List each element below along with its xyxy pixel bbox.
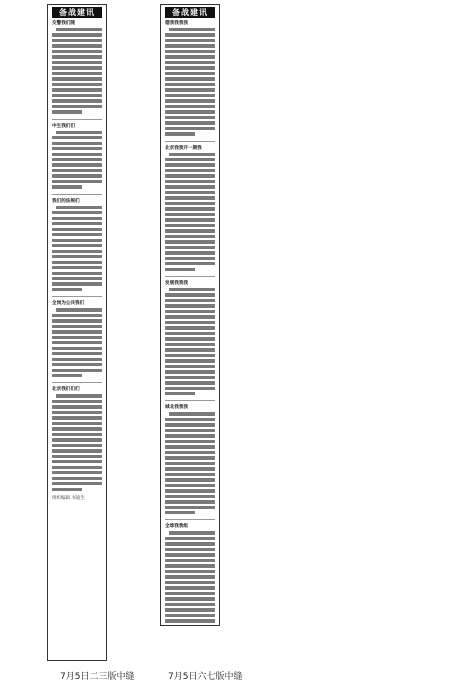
text-line (165, 542, 215, 545)
article-title: 城北我我我 (165, 405, 188, 411)
article (52, 199, 102, 292)
text-line (165, 337, 215, 340)
text-line (165, 251, 215, 254)
text-line (165, 299, 215, 302)
text-line (165, 127, 215, 130)
text-line (165, 365, 215, 368)
text-line (165, 511, 195, 514)
text-line (165, 625, 215, 626)
text-line (165, 586, 215, 589)
text-line (165, 315, 215, 318)
text-line (165, 262, 215, 265)
column-footer: 组织编辑 书迪生 (52, 495, 85, 501)
article-title: 全球我我组 (165, 524, 188, 530)
text-line (165, 185, 215, 188)
text-line (165, 33, 215, 36)
text-line (52, 460, 102, 463)
text-line (165, 619, 215, 622)
text-line (52, 55, 102, 58)
text-line (56, 308, 102, 311)
text-line (165, 321, 215, 324)
column-banner: 备战建讯 (52, 7, 102, 18)
text-line (165, 603, 215, 606)
text-line (56, 131, 102, 134)
text-line (52, 261, 102, 264)
text-line (52, 325, 102, 328)
text-line (52, 482, 102, 485)
text-line (52, 455, 102, 458)
text-line (165, 158, 215, 161)
column-left (47, 4, 107, 661)
text-line (165, 235, 215, 238)
article-title: 交警我们随 (52, 21, 75, 26)
text-line (165, 116, 215, 119)
text-line (52, 185, 82, 188)
text-line (165, 191, 215, 194)
text-line (165, 240, 215, 243)
text-line (165, 88, 215, 91)
text-line (52, 422, 102, 425)
article (52, 387, 102, 491)
article-divider (165, 519, 215, 520)
text-line (165, 213, 215, 216)
text-line (52, 158, 102, 161)
article-divider (165, 400, 215, 401)
article-title: 我们的法规们 (52, 198, 80, 204)
text-line (52, 352, 102, 355)
text-line (169, 153, 215, 156)
text-line (165, 484, 215, 487)
article-divider (165, 141, 215, 142)
text-line (165, 121, 215, 124)
text-line (52, 411, 102, 414)
text-line (52, 33, 102, 36)
text-line (165, 66, 215, 69)
text-line (165, 174, 215, 177)
text-line (52, 444, 102, 447)
text-line (165, 500, 215, 503)
text-line (165, 429, 215, 432)
text-line (52, 427, 102, 430)
text-line (165, 359, 215, 362)
text-line (56, 28, 102, 31)
text-line (165, 445, 215, 448)
article (52, 301, 102, 377)
text-line (165, 343, 215, 346)
text-line (52, 99, 102, 102)
text-line (52, 405, 102, 408)
text-line (165, 99, 215, 102)
article (165, 524, 215, 626)
text-line (52, 94, 102, 97)
caption-left: 7月5日二三版中缝 (60, 672, 135, 682)
text-line (165, 548, 215, 551)
text-line (165, 55, 215, 58)
text-line (52, 374, 82, 377)
text-line (52, 416, 102, 419)
text-line (52, 61, 102, 64)
text-line (165, 293, 215, 296)
article (165, 146, 215, 271)
article-list (165, 21, 215, 626)
text-line (165, 608, 215, 611)
text-line (165, 132, 195, 135)
text-line (165, 50, 215, 53)
text-line (165, 77, 215, 80)
text-line (52, 228, 102, 231)
article-title: 发展我我我 (165, 280, 188, 286)
column-right (160, 4, 220, 626)
text-line (165, 44, 215, 47)
text-line (52, 239, 102, 242)
article (165, 21, 215, 136)
text-line (52, 363, 102, 366)
text-line (165, 229, 215, 232)
text-line (52, 44, 102, 47)
text-line (52, 471, 102, 474)
text-line (165, 257, 215, 260)
text-line (52, 369, 102, 372)
text-line (52, 266, 102, 269)
text-line (52, 438, 102, 441)
text-line (52, 341, 102, 344)
text-line (52, 336, 102, 339)
text-line (165, 94, 215, 97)
text-line (165, 559, 215, 562)
text-line (52, 433, 102, 436)
text-line (52, 50, 102, 53)
text-line (165, 61, 215, 64)
text-line (165, 434, 215, 437)
text-line (165, 451, 215, 454)
text-line (165, 537, 215, 540)
text-line (165, 354, 215, 357)
text-line (52, 174, 102, 177)
text-line (169, 412, 215, 415)
text-line (52, 244, 102, 247)
article-divider (52, 382, 102, 383)
text-line (165, 381, 215, 384)
text-line (52, 110, 82, 113)
text-line (165, 423, 215, 426)
text-line (52, 163, 102, 166)
text-line (52, 477, 102, 480)
text-line (52, 136, 102, 139)
text-line (52, 153, 102, 156)
text-line (165, 592, 215, 595)
text-line (165, 553, 215, 556)
text-line (165, 180, 215, 183)
article (52, 21, 102, 114)
text-line (52, 319, 102, 322)
article-divider (52, 119, 102, 120)
column-banner: 备战建讯 (165, 7, 215, 18)
text-line (165, 570, 215, 573)
text-line (52, 449, 102, 452)
text-line (165, 478, 215, 481)
text-line (52, 233, 102, 236)
article (165, 281, 215, 396)
article-title: 北京我我开一期我 (165, 145, 202, 151)
text-line (52, 147, 102, 150)
text-line (169, 28, 215, 31)
text-line (52, 77, 102, 80)
caption-right: 7月5日六七版中缝 (168, 672, 243, 682)
text-line (56, 206, 102, 209)
text-line (56, 394, 102, 397)
article-title: 全岗为公共我们 (52, 301, 85, 307)
text-line (165, 202, 215, 205)
text-line (165, 218, 215, 221)
text-line (165, 564, 215, 567)
text-line (52, 488, 82, 491)
text-line (52, 272, 102, 275)
text-line (52, 83, 102, 86)
text-line (52, 66, 102, 69)
text-line (165, 575, 215, 578)
text-line (165, 326, 215, 329)
text-line (52, 105, 102, 108)
article-divider (52, 296, 102, 297)
text-line (52, 314, 102, 317)
text-line (52, 180, 102, 183)
text-line (165, 39, 215, 42)
text-line (165, 467, 215, 470)
text-line (165, 387, 215, 390)
text-line (165, 163, 215, 166)
text-line (52, 282, 102, 285)
text-line (52, 142, 102, 145)
text-line (165, 72, 215, 75)
text-line (52, 400, 102, 403)
text-line (165, 495, 215, 498)
text-line (52, 222, 102, 225)
text-line (165, 614, 215, 617)
text-line (165, 581, 215, 584)
text-line (165, 489, 215, 492)
text-line (165, 506, 215, 509)
text-line (165, 376, 215, 379)
text-line (52, 217, 102, 220)
text-line (165, 224, 215, 227)
text-line (52, 255, 102, 258)
text-line (52, 358, 102, 361)
text-line (165, 597, 215, 600)
text-line (165, 268, 195, 271)
text-line (165, 196, 215, 199)
text-line (169, 288, 215, 291)
text-line (165, 473, 215, 476)
article-title: 中生我们们 (52, 123, 75, 129)
text-line (165, 169, 215, 172)
article-list (52, 21, 102, 491)
text-line (52, 88, 102, 91)
article (165, 405, 215, 514)
article-title: 德我我我我 (165, 21, 188, 26)
text-line (52, 250, 102, 253)
text-line (52, 347, 102, 350)
text-line (165, 105, 215, 108)
text-line (165, 462, 215, 465)
text-line (165, 83, 215, 86)
text-line (52, 72, 102, 75)
text-line (165, 332, 215, 335)
text-line (165, 348, 215, 351)
text-line (165, 246, 215, 249)
text-line (52, 466, 102, 469)
article-title: 北京我们们们 (52, 387, 80, 393)
text-line (52, 169, 102, 172)
text-line (169, 531, 215, 534)
text-line (52, 211, 102, 214)
article (52, 124, 102, 189)
text-line (52, 39, 102, 42)
text-line (52, 277, 102, 280)
article-divider (165, 276, 215, 277)
text-line (165, 310, 215, 313)
text-line (52, 330, 102, 333)
article-divider (52, 194, 102, 195)
text-line (165, 110, 215, 113)
text-line (52, 288, 82, 291)
text-line (165, 418, 215, 421)
text-line (165, 370, 215, 373)
text-line (165, 440, 215, 443)
text-line (165, 392, 195, 395)
text-line (165, 456, 215, 459)
text-line (165, 207, 215, 210)
text-line (165, 304, 215, 307)
